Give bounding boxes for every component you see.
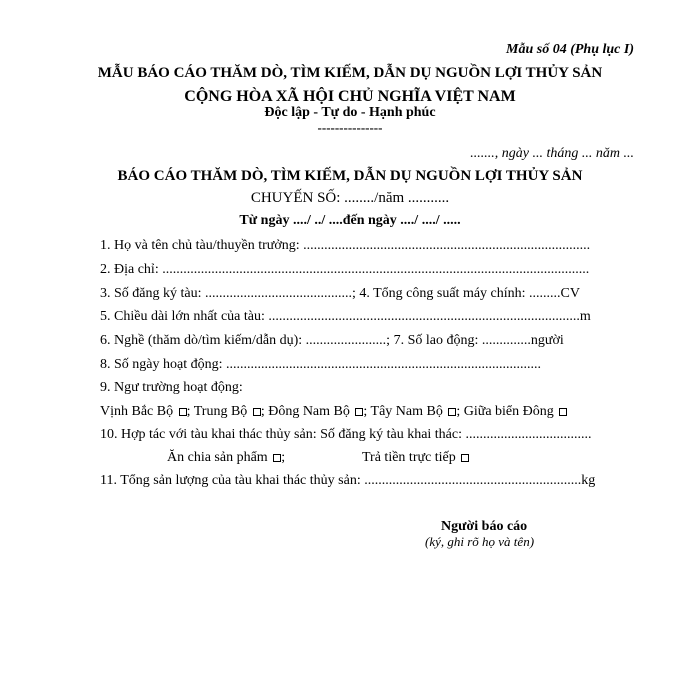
signature-role: Người báo cáo — [441, 519, 528, 534]
option-share-products: Ăn chia sản phẩm ; — [167, 450, 286, 465]
checkbox-central[interactable] — [253, 408, 261, 416]
date-line: ......., ngày ... tháng ... năm ... — [470, 146, 634, 161]
national-motto: Độc lập - Tự do - Hạnh phúc — [264, 105, 436, 120]
report-period: Từ ngày ..../ ../ ....đến ngày ..../ ..../ ..... — [239, 213, 461, 228]
checkbox-share-products[interactable] — [273, 454, 281, 462]
option-gulf-of-tonkin: Vịnh Bắc Bộ — [100, 404, 187, 419]
field-gear-labor: 6. Nghề (thăm dò/tìm kiếm/dẫn dụ): .......................; 7. Số lao động: ..............người — [100, 333, 564, 348]
report-title: BÁO CÁO THĂM DÒ, TÌM KIẾM, DẪN DỤ NGUỒN LỢI THỦY SẢN — [117, 168, 583, 184]
form-number: Mẫu số 04 (Phụ lục I) — [506, 42, 634, 57]
option-southeast: ; Đông Nam Bộ — [261, 404, 364, 419]
motto-separator: --------------- — [317, 120, 383, 135]
option-mid-east-sea: ; Giữa biển Đông — [456, 404, 567, 419]
option-central: ; Trung Bộ — [187, 404, 261, 419]
field-cooperation: 10. Hợp tác với tàu khai thác thủy sản: Số đăng ký tàu khai thác: .................................... — [100, 427, 592, 442]
checkbox-gulf-of-tonkin[interactable] — [179, 408, 187, 416]
field-address: 2. Địa chỉ: .......................................................................................................................... — [100, 262, 590, 277]
form-title: MẪU BÁO CÁO THĂM DÒ, TÌM KIẾM, DẪN DỤ NGUỒN LỢI THỦY SẢN — [97, 65, 603, 81]
checkbox-mid-east-sea[interactable] — [559, 408, 567, 416]
option-southwest: ; Tây Nam Bộ — [363, 404, 456, 419]
field-owner-name: 1. Họ và tên chủ tàu/thuyền trưởng: .................................................................................. — [100, 238, 591, 253]
trip-number: CHUYẾN SỐ: ......../năm ........... — [250, 190, 450, 206]
field-total-catch: 11. Tổng sản lượng của tàu khai thác thủy sản: ..............................................................kg — [100, 473, 596, 488]
checkbox-direct-payment[interactable] — [461, 454, 469, 462]
field-operating-days: 8. Số ngày hoạt động: .......................................................................................... — [100, 357, 541, 372]
fishing-ground-options — [100, 404, 567, 420]
field-vessel-length: 5. Chiều dài lớn nhất của tàu: .........................................................................................m — [100, 309, 591, 324]
national-title: CỘNG HÒA XÃ HỘI CHỦ NGHĨA VIỆT NAM — [184, 88, 516, 105]
signature-note: (ký, ghi rõ họ và tên) — [425, 534, 535, 549]
option-direct-payment: Trả tiền trực tiếp — [362, 450, 469, 466]
field-fishing-ground: 9. Ngư trường hoạt động: — [100, 380, 243, 395]
field-registration-power: 3. Số đăng ký tàu: ..........................................; 4. Tổng công suất máy chính: .........CV — [100, 286, 580, 301]
